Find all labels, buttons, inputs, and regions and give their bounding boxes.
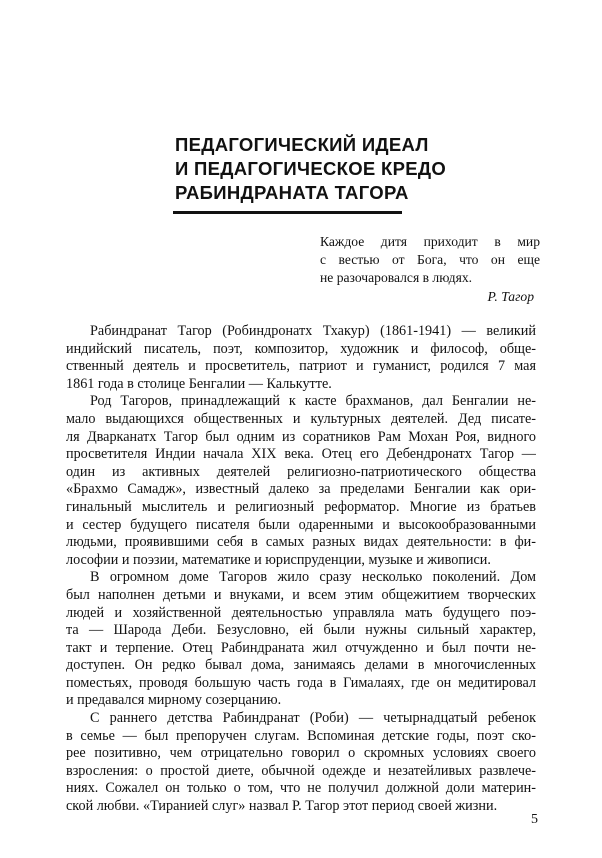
text-line: был наполнен детьми и внуками, и всем этим общежитием творческих (66, 586, 536, 603)
body-text (66, 323, 536, 816)
text-line: ственный деятель и просветитель, патриот и гуманист, родился 7 мая (66, 358, 536, 375)
page-number: 5 (531, 812, 538, 827)
text-line: ниях. Сожалел он только о том, что не получил должной доли материн- (66, 780, 536, 797)
text-line: лософии и поэзии, математике и юриспруденции, музыке и живописи. (66, 551, 491, 568)
text-line: та — Шарода Деби. Безусловно, ей были нужны сильный характер, (66, 622, 536, 639)
text-line: 1861 года в столице Бенгалии — Калькутте. (66, 375, 332, 392)
text-line: В огромном доме Тагоров жило сразу несколько поколений. Дом (90, 569, 536, 586)
chapter-title-line: И ПЕДАГОГИЧЕСКОЕ КРЕДО (175, 158, 447, 179)
text-line: в семье — был препоручен слугам. Вспоминая детские годы, поэт ско- (66, 727, 536, 744)
text-line: «Брахмо Самадж», известный далеко за пределами Бенгалии как ори- (66, 481, 536, 498)
chapter-title-line: РАБИНДРАНАТА ТАГОРА (175, 182, 409, 203)
text-line: индийский писатель, поэт, композитор, художник и философ, обще- (66, 340, 536, 357)
text-line: Род Тагоров, принадлежащий к касте брахманов, дал Бенгалии не- (90, 393, 536, 410)
epigraph-line: Каждое дитя приходит в мир (320, 234, 540, 249)
epigraph-author: Р. Тагор (487, 289, 534, 304)
text-line: рее позитивно, чем отрицательно говорил о скромных условиях своего (66, 745, 536, 762)
text-line: и предавался мирному созерцанию. (66, 692, 282, 709)
text-line: доступен. Он редко бывал дома, занимаясь делами в многочисленных (66, 657, 536, 674)
text-line: просветителя Индии начала XIX века. Отец его Дебендронатх Тагор — (66, 446, 536, 463)
text-line: и сестер будущего писателя были одаренными и высокообразованными (66, 516, 536, 533)
title-underline-rule (173, 211, 402, 214)
text-line: С раннего детства Рабиндранат (Роби) — четырнадцатый ребенок (90, 710, 536, 727)
text-line: взросления: о простой диете, обычной одежде и незатейливых развлече- (66, 762, 536, 779)
text-line: людей и хозяйственной деятельностью управляла мать будущего поэ- (66, 604, 536, 621)
text-line: ля Дварканатх Тагор был одним из соратников Рам Мохан Роя, видного (66, 428, 536, 445)
text-line: мало выдающихся общественных и культурных деятелей. Дед писате- (66, 410, 536, 427)
text-line: гинальный мыслитель и религиозный реформатор. Многие из братьев (66, 498, 536, 515)
text-line: один из активных деятелей религиозно-патриотического общества (66, 463, 536, 480)
chapter-title (175, 133, 475, 205)
epigraph-line: не разочаровался в людях. (320, 270, 473, 285)
text-line: поместьях, проводя большую часть года в Гималаях, где он медитировал (66, 674, 536, 691)
epigraph (320, 233, 540, 306)
text-line: такт и терпение. Отец Рабиндраната жил отчужденно и был почти не- (66, 639, 536, 656)
text-line: людьми, проявившими себя в самых разных видах деятельности: в фи- (66, 534, 536, 551)
text-line: ской любви. «Тиранией слуг» назвал Р. Тагор этот период своей жизни. (66, 798, 498, 815)
chapter-title-line: ПЕДАГОГИЧЕСКИЙ ИДЕАЛ (175, 134, 429, 155)
epigraph-line: с вестью от Бога, что он еще (320, 252, 540, 267)
text-line: Рабиндранат Тагор (Робиндронатх Тхакур) (1861-1941) — великий (90, 323, 536, 339)
